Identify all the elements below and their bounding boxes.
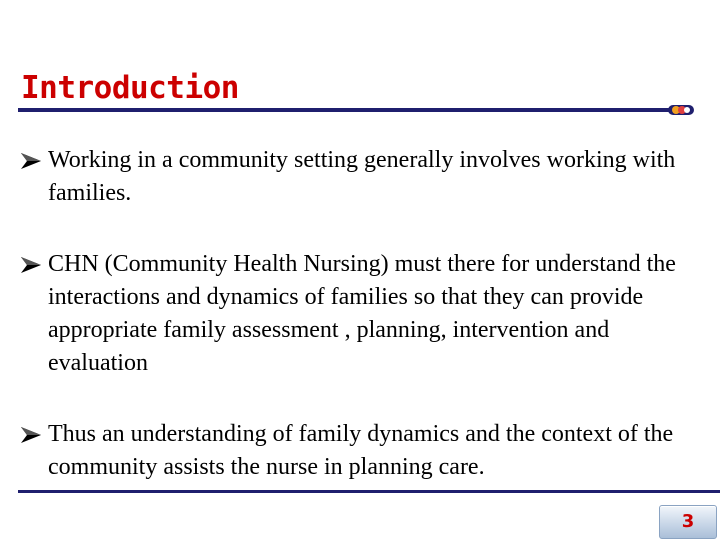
rule-ornament-icon (668, 103, 694, 117)
title-divider (18, 108, 670, 112)
arrow-bullet-icon (20, 426, 42, 444)
bullet-item (20, 418, 715, 484)
arrow-bullet-icon (20, 256, 42, 274)
arrow-bullet-icon (20, 152, 42, 170)
page-number: 3 (681, 511, 695, 532)
bullet-text: Working in a community setting generally involves working with families. (48, 147, 676, 206)
bullet-item (20, 248, 715, 380)
slide-title: Introduction (21, 70, 239, 106)
bullet-text: Thus an understanding of family dynamics and the context of the community assists the nurse in planning care. (48, 421, 674, 480)
page-number-badge (659, 505, 717, 539)
bullet-list (20, 144, 715, 484)
footer-divider (18, 490, 720, 493)
bullet-item (20, 144, 715, 210)
bullet-text: CHN (Community Health Nursing) must there for understand the interactions and dynamics of families so that they can provide appropriate family assessment , planning, intervention and evaluation (48, 251, 676, 376)
